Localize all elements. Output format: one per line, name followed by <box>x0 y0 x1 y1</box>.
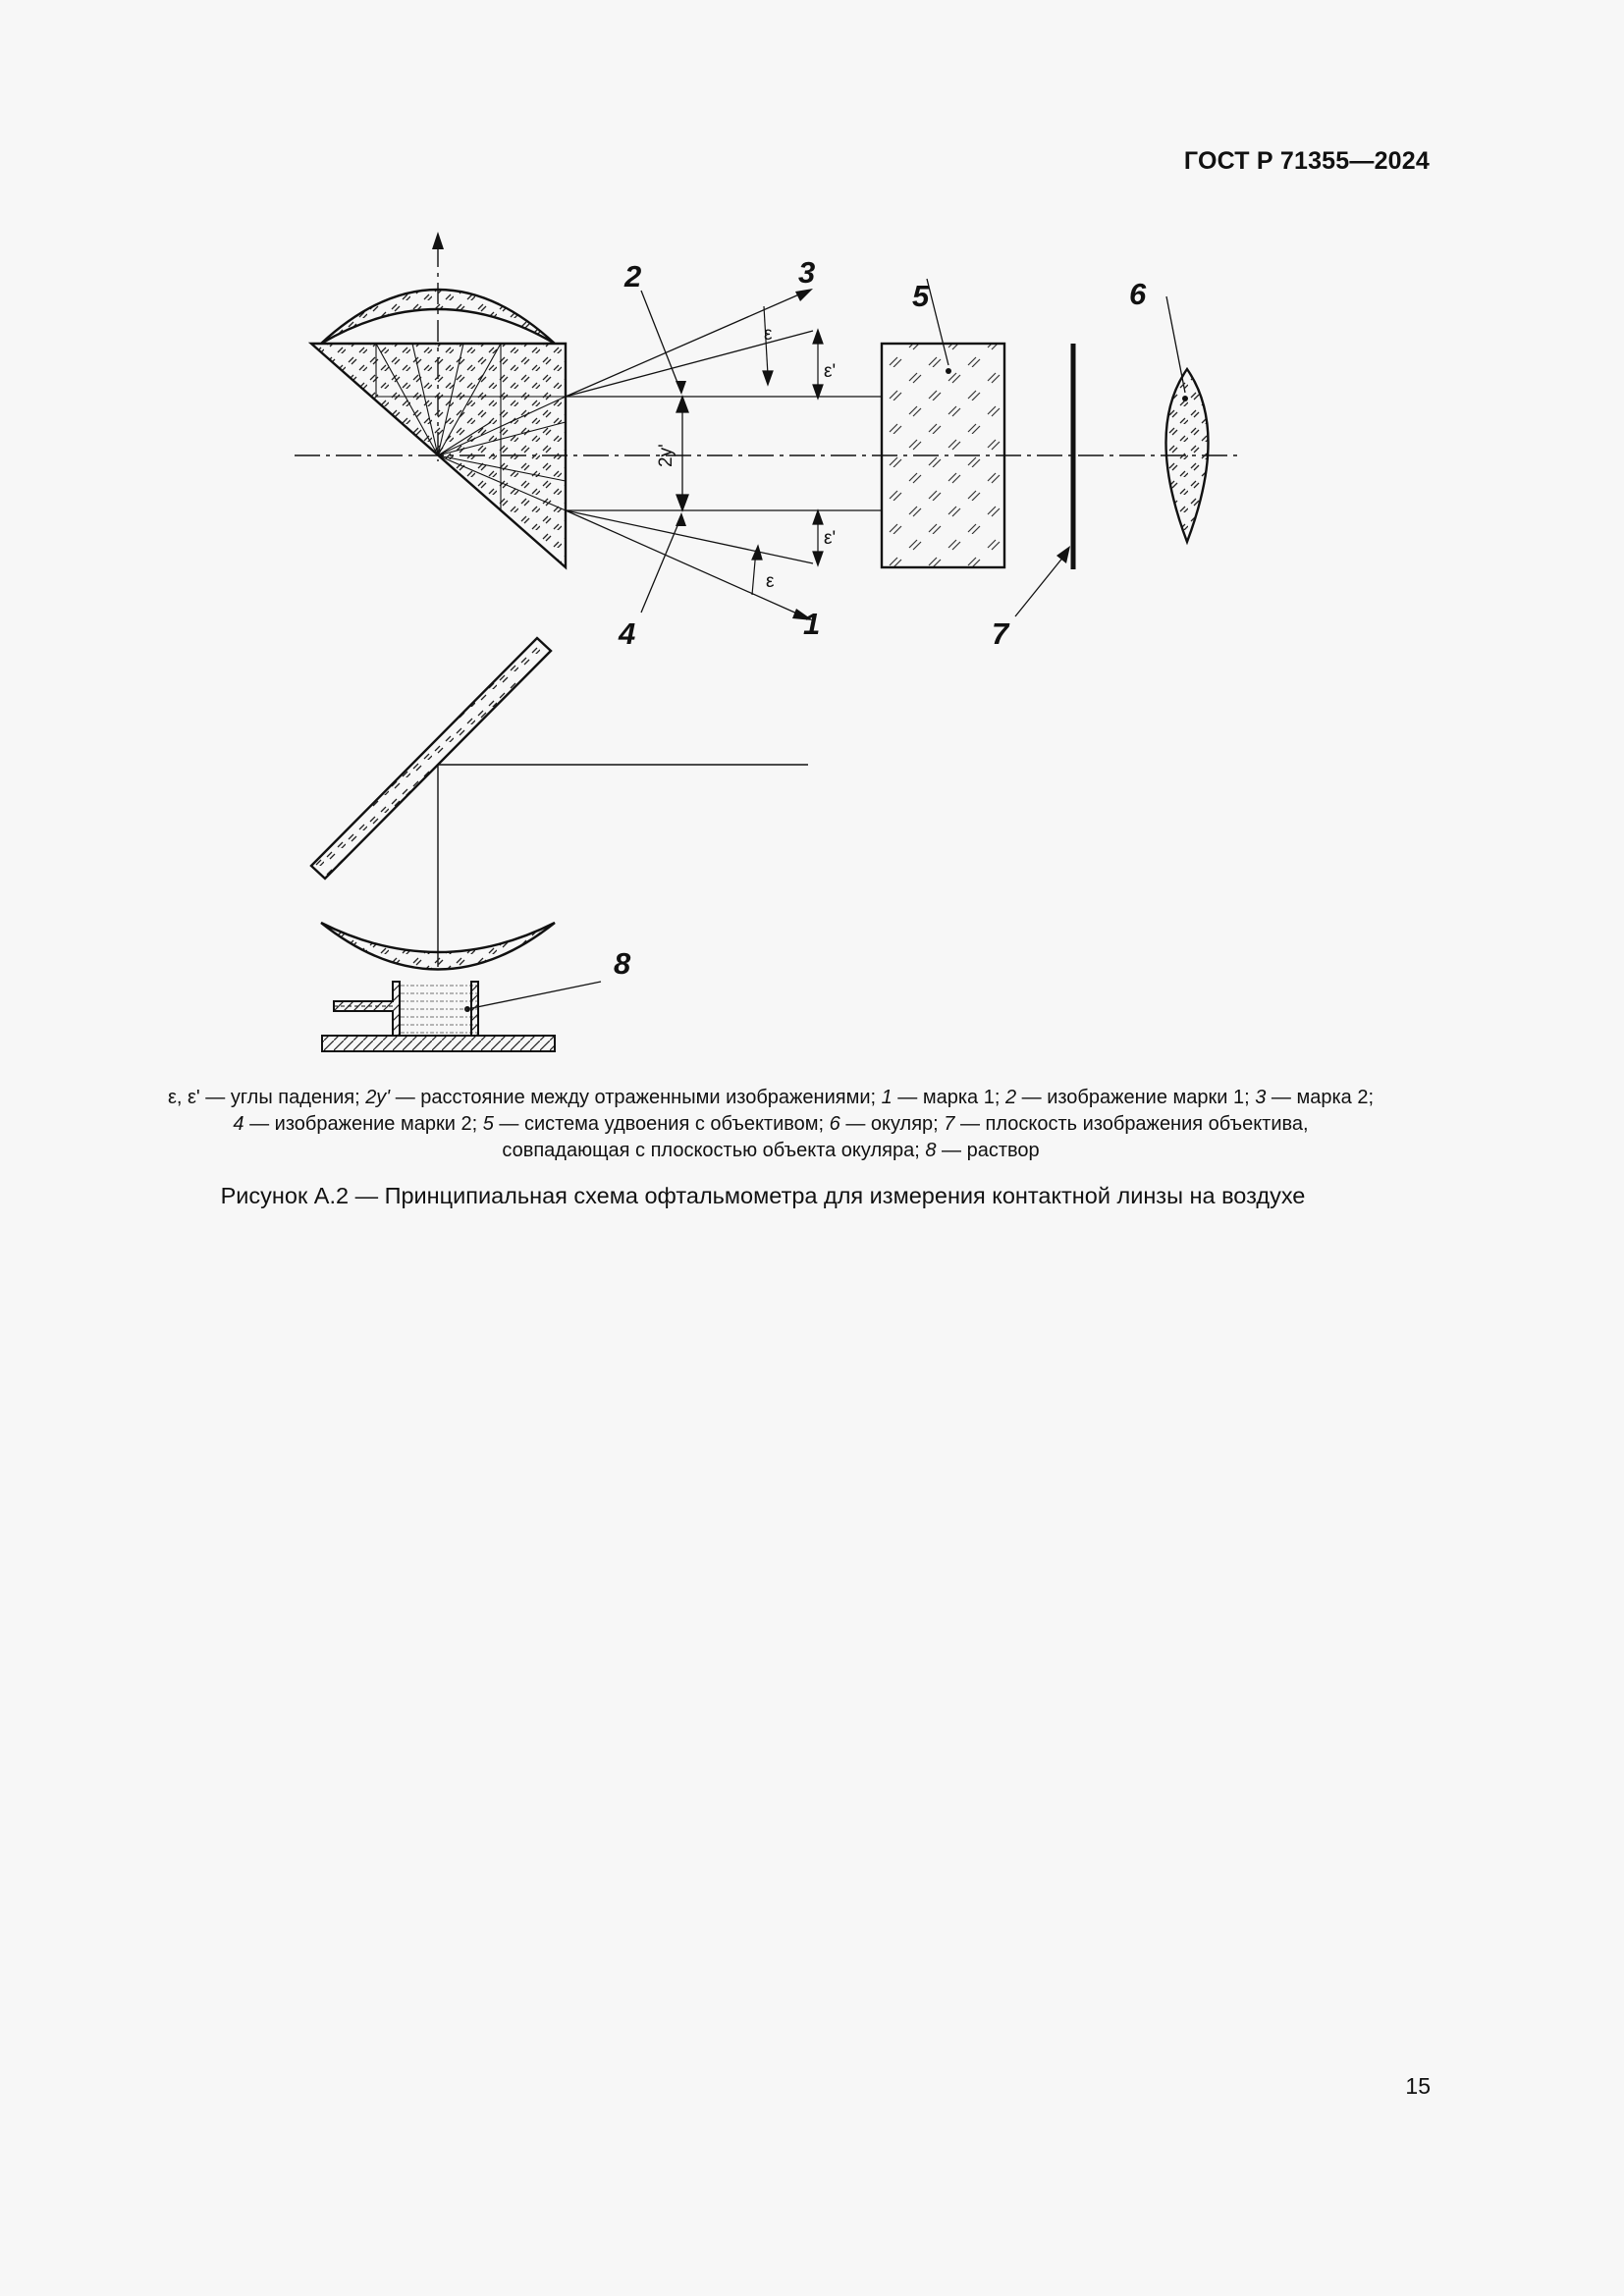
eyepiece <box>1166 369 1209 542</box>
figure-legend: ε, ε' — углы падения; 2y' — расстояние между отраженными изображениями; 1 — марка 1; 2 — изображение марки 1; 3 — марка 2; 4 — изображение марки 2; 5 — система удвоения с объективом; 6 — окуляр; 7 — плоскость изображения объектива, совпадающая с плоскостью объекта окуляра; 8 — раствор <box>167 1087 1375 1161</box>
label-5: 5 <box>912 279 930 313</box>
vertical-axis-arrow <box>432 232 444 249</box>
doubling-system <box>882 344 1004 567</box>
ophthalmometer-diagram <box>0 0 1624 1080</box>
label-eps-prime-bottom: ε' <box>824 528 837 549</box>
label-6: 6 <box>1129 277 1147 311</box>
angle-marks <box>752 306 823 595</box>
page-number: 15 <box>1405 2073 1431 2099</box>
solution-cuvette <box>322 982 555 1051</box>
label-2y: 2y' <box>656 444 677 467</box>
rays <box>566 291 882 618</box>
label-4: 4 <box>619 616 636 651</box>
label-8: 8 <box>614 946 631 981</box>
label-eps-prime-top: ε' <box>824 361 837 382</box>
beam-splitter-plate <box>311 638 551 879</box>
label-2: 2 <box>624 259 642 294</box>
label-7: 7 <box>992 616 1009 651</box>
figure-caption: Рисунок А.2 — Принципиальная схема офтальмометра для измерения контактной линзы на воздухе <box>220 1183 1306 1208</box>
label-eps-top: ε <box>764 324 773 345</box>
ray-arrow-3 <box>795 289 813 301</box>
label-1: 1 <box>803 607 821 641</box>
label-3: 3 <box>798 255 816 290</box>
label-eps-bottom: ε <box>766 571 775 592</box>
leader-lines <box>467 279 1185 1009</box>
dimension-2y <box>677 397 688 510</box>
standard-header: ГОСТ Р 71355—2024 <box>1183 147 1430 175</box>
